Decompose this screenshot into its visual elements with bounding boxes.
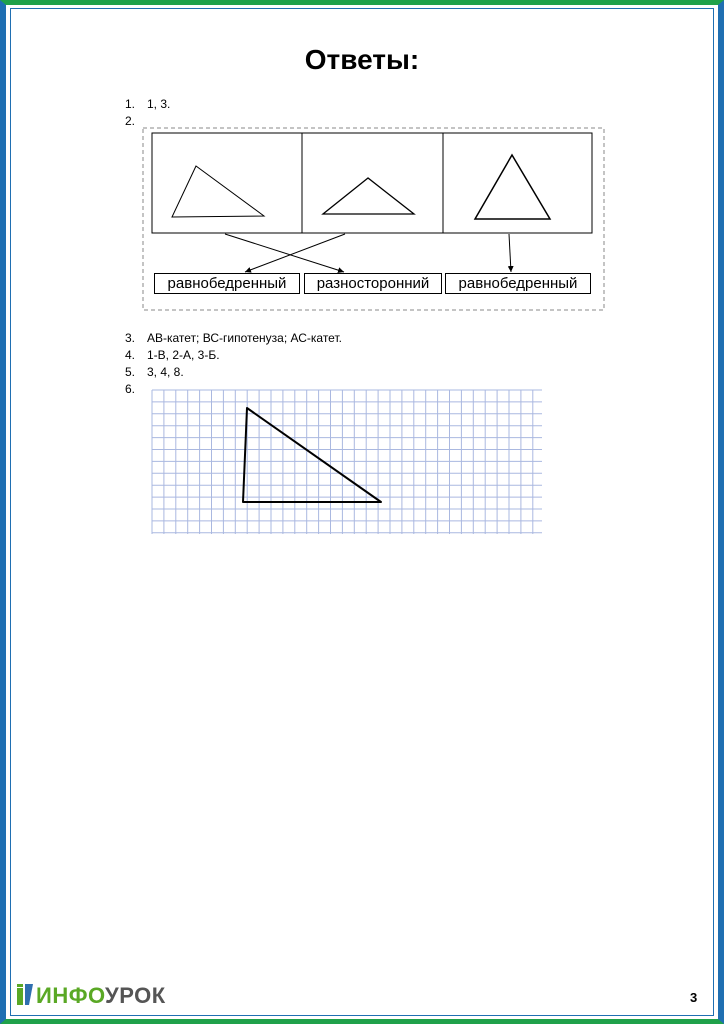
answer-number: 3. bbox=[125, 331, 136, 345]
logo-text-info: ИНФО bbox=[36, 983, 106, 1008]
infourok-logo bbox=[16, 981, 166, 1011]
answer-number: 5. bbox=[125, 365, 136, 379]
label-type-3: равнобедренный bbox=[445, 273, 591, 294]
answer-text: 3, 4, 8. bbox=[147, 365, 184, 379]
label-type-2: разносторонний bbox=[304, 273, 442, 294]
page-number: 3 bbox=[690, 990, 698, 1005]
page-title: Ответы: bbox=[304, 44, 420, 75]
logo-text-urok: УРОК bbox=[105, 983, 166, 1008]
answer-text: 1, 3. bbox=[147, 97, 171, 111]
grid-paper bbox=[152, 390, 542, 534]
right-triangle-drawing bbox=[243, 408, 381, 502]
answer-number: 2. bbox=[125, 114, 136, 128]
answer-number: 6. bbox=[125, 382, 136, 396]
answer-number: 4. bbox=[125, 348, 136, 362]
answer-text: АВ-катет; ВС-гипотенуза; АС-катет. bbox=[147, 331, 342, 345]
answer-text: 1-В, 2-А, 3-Б. bbox=[147, 348, 220, 362]
label-type-1: равнобедренный bbox=[154, 273, 300, 294]
logo-mark-icon bbox=[16, 984, 34, 1006]
answer-number: 1. bbox=[125, 97, 136, 111]
